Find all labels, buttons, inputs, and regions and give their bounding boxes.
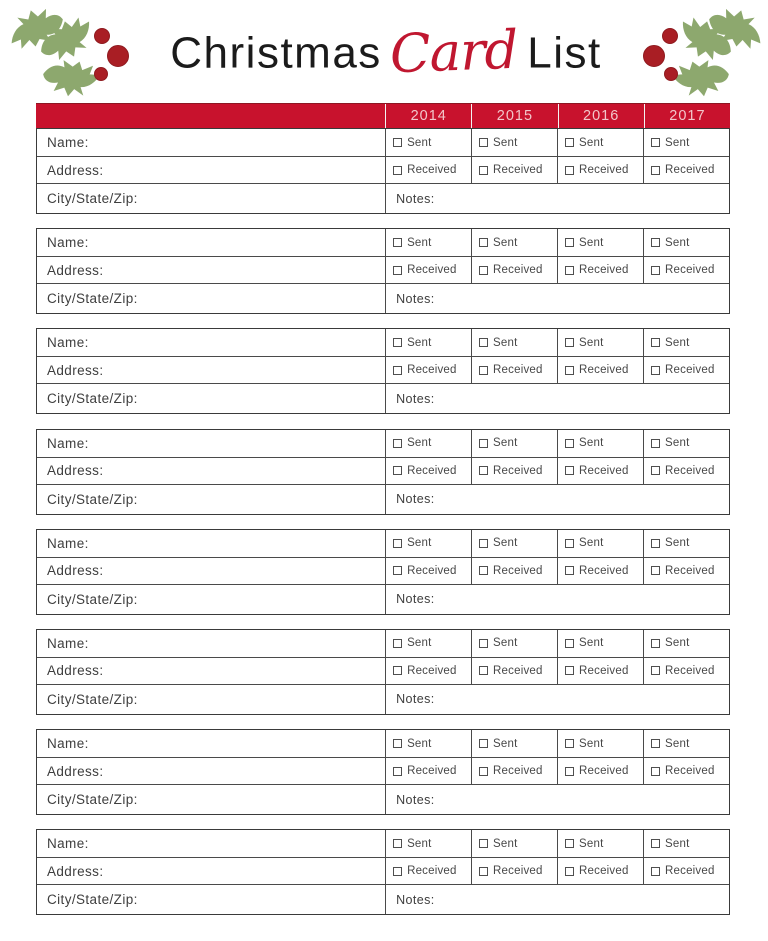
received-cell-2017 bbox=[643, 458, 729, 484]
received-cell-2017 bbox=[643, 758, 729, 784]
sent-label: Sent bbox=[665, 837, 690, 850]
sent-cell-2014 bbox=[385, 530, 471, 557]
sent-checkbox[interactable] bbox=[651, 138, 660, 147]
received-checkbox[interactable] bbox=[393, 466, 402, 475]
received-label: Received bbox=[579, 564, 629, 577]
sent-cell-2014 bbox=[385, 229, 471, 256]
sent-checkbox[interactable] bbox=[393, 238, 402, 247]
sent-cell-2015 bbox=[471, 430, 557, 457]
sent-label: Sent bbox=[665, 437, 690, 450]
received-label: Received bbox=[665, 164, 715, 176]
sent-checkbox[interactable] bbox=[479, 639, 488, 648]
sent-checkbox[interactable] bbox=[393, 639, 402, 648]
address-row bbox=[37, 356, 729, 383]
sent-label: Sent bbox=[493, 437, 518, 450]
city-state-zip-field-label: City/State/Zip: bbox=[47, 191, 138, 206]
sent-checkbox[interactable] bbox=[651, 839, 660, 848]
received-cell-2016 bbox=[557, 758, 643, 784]
card-list-table bbox=[36, 103, 730, 915]
sent-cell-2015 bbox=[471, 830, 557, 857]
received-cell-2016 bbox=[557, 458, 643, 484]
received-cell-2017 bbox=[643, 658, 729, 684]
title-word-list: List bbox=[527, 28, 602, 78]
name-row bbox=[37, 430, 729, 457]
sent-checkbox[interactable] bbox=[393, 839, 402, 848]
year-column-header: 2016 bbox=[558, 104, 644, 128]
sent-cell-2015 bbox=[471, 530, 557, 557]
sent-checkbox[interactable] bbox=[393, 338, 402, 347]
year-column-header: 2014 bbox=[385, 104, 471, 128]
year-column-header: 2017 bbox=[644, 104, 730, 128]
address-field-label: Address: bbox=[47, 663, 104, 679]
sent-checkbox[interactable] bbox=[651, 338, 660, 347]
city-state-zip-row bbox=[37, 484, 729, 514]
year-column-header: 2015 bbox=[471, 104, 557, 128]
page-header bbox=[0, 0, 768, 100]
sent-checkbox[interactable] bbox=[651, 439, 660, 448]
sent-cell-2016 bbox=[557, 229, 643, 256]
sent-label: Sent bbox=[579, 437, 604, 450]
sent-checkbox[interactable] bbox=[651, 539, 660, 548]
received-cell-2017 bbox=[643, 858, 729, 884]
sent-checkbox[interactable] bbox=[565, 338, 574, 347]
name-row bbox=[37, 830, 729, 857]
entry-block bbox=[36, 429, 730, 515]
received-checkbox[interactable] bbox=[565, 767, 574, 776]
address-row bbox=[37, 457, 729, 484]
address-row bbox=[37, 557, 729, 584]
sent-checkbox[interactable] bbox=[479, 439, 488, 448]
sent-label: Sent bbox=[579, 837, 604, 850]
sent-checkbox[interactable] bbox=[565, 739, 574, 748]
received-checkbox[interactable] bbox=[651, 666, 660, 675]
sent-cell-2017 bbox=[643, 129, 729, 156]
sent-label: Sent bbox=[493, 737, 518, 750]
received-cell-2016 bbox=[557, 558, 643, 584]
sent-checkbox[interactable] bbox=[479, 238, 488, 247]
received-label: Received bbox=[493, 364, 543, 377]
sent-cell-2016 bbox=[557, 830, 643, 857]
address-row bbox=[37, 857, 729, 884]
notes-field-label: Notes: bbox=[385, 184, 729, 213]
year-header-spacer bbox=[36, 104, 385, 128]
received-checkbox[interactable] bbox=[565, 166, 574, 175]
city-state-zip-field-label: City/State/Zip: bbox=[47, 792, 138, 808]
address-field-label: Address: bbox=[47, 863, 104, 879]
received-label: Received bbox=[407, 364, 457, 377]
sent-label: Sent bbox=[665, 537, 690, 550]
sent-checkbox[interactable] bbox=[565, 439, 574, 448]
sent-label: Sent bbox=[665, 336, 690, 349]
sent-cell-2017 bbox=[643, 730, 729, 757]
address-field-label: Address: bbox=[47, 763, 104, 779]
received-checkbox[interactable] bbox=[479, 166, 488, 175]
sent-checkbox[interactable] bbox=[651, 639, 660, 648]
received-checkbox[interactable] bbox=[393, 867, 402, 876]
sent-label: Sent bbox=[579, 236, 604, 249]
received-checkbox[interactable] bbox=[651, 466, 660, 475]
sent-label: Sent bbox=[407, 336, 432, 349]
sent-checkbox[interactable] bbox=[565, 539, 574, 548]
sent-label: Sent bbox=[407, 136, 432, 149]
address-field-label: Address: bbox=[47, 463, 104, 479]
received-label: Received bbox=[665, 364, 715, 377]
city-state-zip-row bbox=[37, 684, 729, 714]
address-field-label: Address: bbox=[47, 563, 104, 579]
sent-cell-2016 bbox=[557, 630, 643, 657]
received-cell-2014 bbox=[385, 758, 471, 784]
received-checkbox[interactable] bbox=[565, 666, 574, 675]
address-field-label: Address: bbox=[47, 362, 104, 378]
received-cell-2015 bbox=[471, 458, 557, 484]
sent-checkbox[interactable] bbox=[565, 639, 574, 648]
sent-label: Sent bbox=[579, 136, 604, 149]
received-checkbox[interactable] bbox=[651, 767, 660, 776]
sent-label: Sent bbox=[407, 437, 432, 450]
received-cell-2014 bbox=[385, 257, 471, 283]
sent-checkbox[interactable] bbox=[651, 238, 660, 247]
received-label: Received bbox=[579, 464, 629, 477]
received-checkbox[interactable] bbox=[565, 466, 574, 475]
received-checkbox[interactable] bbox=[479, 366, 488, 375]
received-cell-2016 bbox=[557, 257, 643, 283]
received-label: Received bbox=[493, 164, 543, 176]
notes-field-label: Notes: bbox=[385, 485, 729, 514]
city-state-zip-field-label: City/State/Zip: bbox=[47, 491, 138, 507]
city-state-zip-field-label: City/State/Zip: bbox=[47, 892, 138, 908]
received-label: Received bbox=[579, 664, 629, 677]
received-label: Received bbox=[493, 264, 543, 277]
city-state-zip-field-label: City/State/Zip: bbox=[47, 591, 138, 607]
received-checkbox[interactable] bbox=[393, 166, 402, 175]
received-label: Received bbox=[579, 164, 629, 176]
name-row bbox=[37, 730, 729, 757]
received-cell-2015 bbox=[471, 758, 557, 784]
sent-label: Sent bbox=[493, 637, 518, 650]
received-cell-2017 bbox=[643, 157, 729, 183]
sent-cell-2014 bbox=[385, 129, 471, 156]
received-label: Received bbox=[407, 164, 457, 176]
received-checkbox[interactable] bbox=[393, 266, 402, 275]
address-row bbox=[37, 256, 729, 283]
sent-cell-2017 bbox=[643, 329, 729, 356]
received-checkbox[interactable] bbox=[479, 266, 488, 275]
entry-block bbox=[36, 328, 730, 414]
received-cell-2014 bbox=[385, 658, 471, 684]
entry-block bbox=[36, 829, 730, 915]
sent-cell-2017 bbox=[643, 830, 729, 857]
city-state-zip-row bbox=[37, 383, 729, 413]
received-cell-2015 bbox=[471, 858, 557, 884]
city-state-zip-field-label: City/State/Zip: bbox=[47, 291, 138, 307]
city-state-zip-field-label: City/State/Zip: bbox=[47, 391, 138, 407]
received-label: Received bbox=[493, 564, 543, 577]
received-checkbox[interactable] bbox=[479, 666, 488, 675]
sent-label: Sent bbox=[579, 537, 604, 550]
sent-label: Sent bbox=[665, 737, 690, 750]
received-label: Received bbox=[493, 765, 543, 778]
received-label: Received bbox=[493, 865, 543, 878]
received-checkbox[interactable] bbox=[651, 566, 660, 575]
sent-cell-2016 bbox=[557, 129, 643, 156]
sent-label: Sent bbox=[493, 837, 518, 850]
notes-field-label: Notes: bbox=[385, 885, 729, 914]
sent-cell-2015 bbox=[471, 229, 557, 256]
received-cell-2015 bbox=[471, 658, 557, 684]
name-field-label: Name: bbox=[47, 235, 89, 251]
name-field-label: Name: bbox=[47, 635, 89, 651]
received-cell-2014 bbox=[385, 558, 471, 584]
sent-cell-2016 bbox=[557, 730, 643, 757]
sent-checkbox[interactable] bbox=[393, 739, 402, 748]
received-checkbox[interactable] bbox=[479, 867, 488, 876]
received-label: Received bbox=[407, 464, 457, 477]
received-label: Received bbox=[407, 765, 457, 778]
sent-cell-2017 bbox=[643, 229, 729, 256]
address-row bbox=[37, 657, 729, 684]
received-label: Received bbox=[665, 464, 715, 477]
address-field-label: Address: bbox=[47, 162, 104, 178]
sent-checkbox[interactable] bbox=[393, 138, 402, 147]
sent-cell-2015 bbox=[471, 129, 557, 156]
received-label: Received bbox=[407, 564, 457, 577]
sent-label: Sent bbox=[493, 336, 518, 349]
sent-cell-2017 bbox=[643, 430, 729, 457]
sent-checkbox[interactable] bbox=[479, 338, 488, 347]
received-cell-2016 bbox=[557, 157, 643, 183]
sent-cell-2014 bbox=[385, 730, 471, 757]
received-checkbox[interactable] bbox=[393, 666, 402, 675]
received-cell-2015 bbox=[471, 558, 557, 584]
sent-checkbox[interactable] bbox=[565, 238, 574, 247]
city-state-zip-row bbox=[37, 183, 729, 213]
sent-checkbox[interactable] bbox=[393, 539, 402, 548]
received-checkbox[interactable] bbox=[565, 867, 574, 876]
sent-cell-2014 bbox=[385, 830, 471, 857]
sent-checkbox[interactable] bbox=[479, 839, 488, 848]
sent-label: Sent bbox=[407, 737, 432, 750]
received-label: Received bbox=[665, 264, 715, 277]
entry-block bbox=[36, 529, 730, 615]
notes-field-label: Notes: bbox=[385, 785, 729, 814]
received-cell-2017 bbox=[643, 257, 729, 283]
sent-label: Sent bbox=[665, 136, 690, 149]
notes-field-label: Notes: bbox=[385, 384, 729, 413]
address-row bbox=[37, 156, 729, 183]
address-field-label: Address: bbox=[47, 262, 104, 278]
received-cell-2014 bbox=[385, 157, 471, 183]
sent-cell-2015 bbox=[471, 730, 557, 757]
received-cell-2014 bbox=[385, 458, 471, 484]
name-field-label: Name: bbox=[47, 135, 89, 150]
sent-cell-2014 bbox=[385, 329, 471, 356]
received-label: Received bbox=[665, 765, 715, 778]
sent-label: Sent bbox=[579, 336, 604, 349]
sent-label: Sent bbox=[407, 837, 432, 850]
sent-cell-2015 bbox=[471, 630, 557, 657]
received-label: Received bbox=[665, 564, 715, 577]
sent-label: Sent bbox=[407, 236, 432, 249]
received-cell-2014 bbox=[385, 357, 471, 383]
sent-cell-2014 bbox=[385, 430, 471, 457]
received-label: Received bbox=[493, 464, 543, 477]
notes-field-label: Notes: bbox=[385, 585, 729, 614]
year-header-row bbox=[36, 103, 730, 128]
sent-label: Sent bbox=[407, 637, 432, 650]
name-field-label: Name: bbox=[47, 836, 89, 852]
name-row bbox=[37, 530, 729, 557]
received-cell-2016 bbox=[557, 658, 643, 684]
received-checkbox[interactable] bbox=[479, 466, 488, 475]
sent-cell-2016 bbox=[557, 430, 643, 457]
title-word-card: Card bbox=[388, 19, 519, 86]
sent-cell-2016 bbox=[557, 329, 643, 356]
received-cell-2014 bbox=[385, 858, 471, 884]
name-field-label: Name: bbox=[47, 736, 89, 752]
sent-label: Sent bbox=[493, 136, 518, 149]
holly-right-icon bbox=[636, 6, 766, 98]
received-label: Received bbox=[579, 264, 629, 277]
received-checkbox[interactable] bbox=[565, 266, 574, 275]
sent-label: Sent bbox=[579, 737, 604, 750]
received-label: Received bbox=[665, 865, 715, 878]
received-label: Received bbox=[407, 664, 457, 677]
name-field-label: Name: bbox=[47, 535, 89, 551]
received-checkbox[interactable] bbox=[565, 366, 574, 375]
notes-field-label: Notes: bbox=[385, 284, 729, 313]
name-row bbox=[37, 129, 729, 156]
sent-label: Sent bbox=[665, 236, 690, 249]
received-label: Received bbox=[579, 364, 629, 377]
received-checkbox[interactable] bbox=[651, 166, 660, 175]
sent-label: Sent bbox=[579, 637, 604, 650]
title-word-christmas: Christmas bbox=[170, 28, 382, 78]
address-row bbox=[37, 757, 729, 784]
entry-block bbox=[36, 128, 730, 214]
card-list bbox=[36, 128, 730, 915]
received-checkbox[interactable] bbox=[479, 566, 488, 575]
name-field-label: Name: bbox=[47, 335, 89, 351]
entry-block bbox=[36, 629, 730, 715]
name-row bbox=[37, 630, 729, 657]
received-checkbox[interactable] bbox=[651, 366, 660, 375]
received-checkbox[interactable] bbox=[393, 566, 402, 575]
name-row bbox=[37, 329, 729, 356]
city-state-zip-row bbox=[37, 884, 729, 914]
notes-field-label: Notes: bbox=[385, 685, 729, 714]
sent-label: Sent bbox=[493, 236, 518, 249]
city-state-zip-row bbox=[37, 784, 729, 814]
sent-cell-2017 bbox=[643, 630, 729, 657]
sent-checkbox[interactable] bbox=[565, 839, 574, 848]
city-state-zip-row bbox=[37, 584, 729, 614]
sent-label: Sent bbox=[493, 537, 518, 550]
sent-checkbox[interactable] bbox=[479, 539, 488, 548]
sent-label: Sent bbox=[665, 637, 690, 650]
sent-checkbox[interactable] bbox=[651, 739, 660, 748]
page-title bbox=[136, 6, 636, 98]
received-cell-2015 bbox=[471, 357, 557, 383]
received-checkbox[interactable] bbox=[651, 266, 660, 275]
entry-block bbox=[36, 729, 730, 815]
received-label: Received bbox=[493, 664, 543, 677]
city-state-zip-row bbox=[37, 283, 729, 313]
sent-cell-2016 bbox=[557, 530, 643, 557]
city-state-zip-field-label: City/State/Zip: bbox=[47, 691, 138, 707]
name-field-label: Name: bbox=[47, 435, 89, 451]
received-cell-2017 bbox=[643, 357, 729, 383]
sent-checkbox[interactable] bbox=[479, 138, 488, 147]
sent-cell-2017 bbox=[643, 530, 729, 557]
received-label: Received bbox=[407, 865, 457, 878]
sent-label: Sent bbox=[407, 537, 432, 550]
sent-cell-2015 bbox=[471, 329, 557, 356]
received-cell-2016 bbox=[557, 357, 643, 383]
received-checkbox[interactable] bbox=[565, 566, 574, 575]
received-label: Received bbox=[579, 765, 629, 778]
received-checkbox[interactable] bbox=[393, 366, 402, 375]
entry-block bbox=[36, 228, 730, 314]
received-checkbox[interactable] bbox=[479, 767, 488, 776]
received-label: Received bbox=[579, 865, 629, 878]
name-row bbox=[37, 229, 729, 256]
received-cell-2017 bbox=[643, 558, 729, 584]
sent-checkbox[interactable] bbox=[479, 739, 488, 748]
sent-checkbox[interactable] bbox=[565, 138, 574, 147]
received-cell-2015 bbox=[471, 257, 557, 283]
received-cell-2016 bbox=[557, 858, 643, 884]
received-cell-2015 bbox=[471, 157, 557, 183]
sent-cell-2014 bbox=[385, 630, 471, 657]
received-label: Received bbox=[407, 264, 457, 277]
received-checkbox[interactable] bbox=[651, 867, 660, 876]
received-checkbox[interactable] bbox=[393, 767, 402, 776]
holly-left-icon bbox=[6, 6, 136, 98]
sent-checkbox[interactable] bbox=[393, 439, 402, 448]
received-label: Received bbox=[665, 664, 715, 677]
